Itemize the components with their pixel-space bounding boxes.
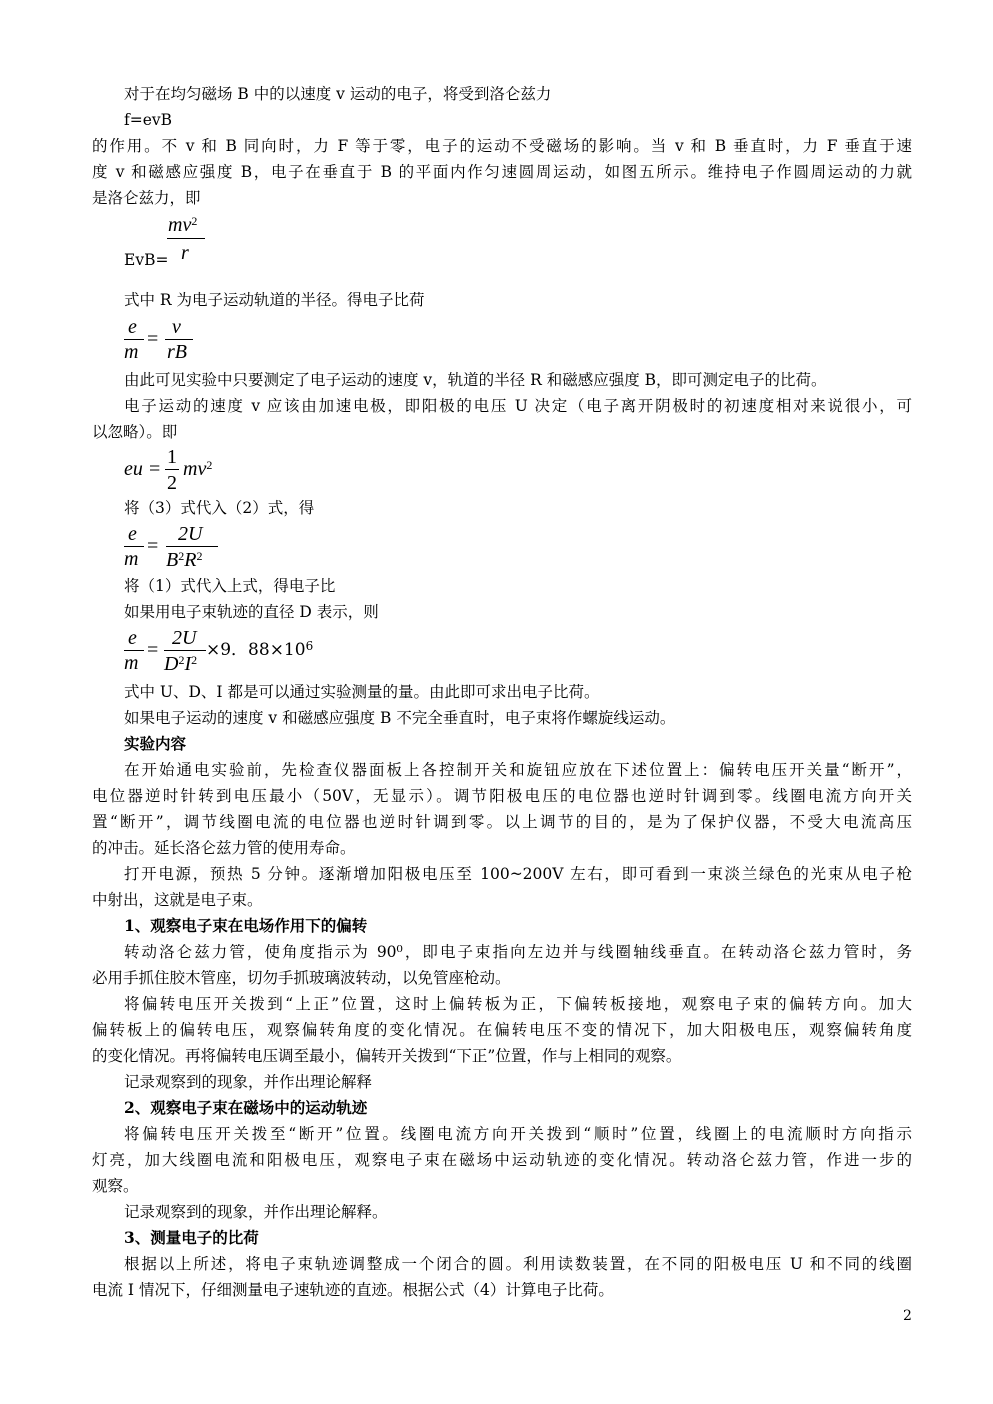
- paragraph-text: 将（3）式代入（2）式，得: [124, 499, 315, 517]
- page-number: 2: [903, 1308, 912, 1324]
- paragraph-text: 的变化情况。再将偏转电压调至最小，偏转开关拨到“下正”位置，作与上相同的观察。: [92, 1047, 682, 1065]
- formula-denominator: r: [181, 242, 189, 264]
- paragraph-text: 记录观察到的现象，并作出理论解释: [124, 1073, 373, 1091]
- paragraph-text: 记录观察到的现象，并作出理论解释。: [124, 1203, 388, 1221]
- fraction-bar: [165, 469, 179, 470]
- paragraph-text: 必用手抓住胶木管座，切勿手抓玻璃波转动，以免管座枪动。: [92, 969, 511, 987]
- fraction-bar: [124, 650, 144, 651]
- fraction-bar: [165, 339, 193, 340]
- equals-sign: =: [147, 328, 159, 350]
- section-heading: 2、观察电子束在磁场中的运动轨迹: [124, 1098, 368, 1117]
- paragraph-text: 电子运动的速度 v 应该由加速电极，即阳极的电压 U 决定（电子离开阴极时的初速度相对来说很小，可: [124, 397, 912, 415]
- paragraph-text: 置“断开”，调节线圈电流的电位器也逆时针调到零。以上调节的目的，是为了保护仪器，不受大电流高压: [92, 813, 912, 831]
- formula-numerator: e: [128, 523, 137, 545]
- fraction-bar: [166, 546, 218, 547]
- paragraph-text: 度 v 和磁感应强度 B，电子在垂直于 B 的平面内作匀速圆周运动，如图五所示。维持电子作圆周运动的力就: [92, 163, 912, 181]
- formula-denominator: m: [124, 548, 139, 570]
- paragraph-text: 观察。: [92, 1177, 139, 1195]
- paragraph-text: 电流 I 情况下，仔细测量电子速轨迹的直迹。根据公式（4）计算电子比荷。: [92, 1281, 614, 1299]
- formula-numerator: 1: [167, 446, 177, 468]
- paragraph-text: 以忽略）。即: [92, 423, 178, 441]
- section-heading: 3、测量电子的比荷: [124, 1228, 259, 1247]
- paragraph-text: 灯亮，加大线圈电流和阳极电压，观察电子束在磁场中运动轨迹的变化情况。转动洛仑兹力管，作进一步的: [92, 1151, 912, 1169]
- paragraph-text: 根据以上所述，将电子束轨迹调整成一个闭合的圆。利用读数装置，在不同的阳极电压 U 和不同的线圈: [124, 1255, 912, 1273]
- formula-denominator: m: [124, 652, 139, 674]
- formula-numerator: e: [128, 627, 137, 649]
- paragraph-text: 由此可见实验中只要测定了电子运动的速度 v，轨道的半径 R 和磁感应强度 B，即可测定电子的比荷。: [124, 371, 827, 389]
- formula-rhs: $mv^2$: [183, 458, 213, 480]
- formula-denominator: rB: [167, 341, 187, 363]
- paragraph-text: 打开电源，预热 5 分钟。逐渐增加阳极电压至 100~200V 左右，即可看到一束淡兰绿色的光束从电子枪: [124, 865, 912, 883]
- paragraph-text: 转动洛仑兹力管，使角度指示为 90⁰，即电子束指向左边并与线圈轴线垂直。在转动洛仑兹力管时，务: [124, 943, 912, 961]
- paragraph-text: 的作用。不 v 和 B 同向时，力 F 等于零，电子的运动不受磁场的影响。当 v 和 B 垂直时，力 F 垂直于速: [92, 137, 912, 155]
- paragraph-text: 的冲击。延长洛仑兹力管的使用寿命。: [92, 839, 356, 857]
- paragraph-text: 式中 R 为电子运动轨道的半径。得电子比荷: [124, 291, 425, 309]
- paragraph-text: 中射出，这就是电子束。: [92, 891, 263, 909]
- fraction-bar: [167, 238, 205, 239]
- paragraph-text: 如果电子运动的速度 v 和磁感应强度 B 不完全垂直时，电子束将作螺旋线运动。: [124, 709, 676, 727]
- paragraph-text: 对于在均匀磁场 B 中的以速度 v 运动的电子，将受到洛仑兹力: [124, 85, 552, 103]
- formula-lhs: EvB=: [124, 251, 169, 269]
- fraction-bar: [164, 650, 206, 651]
- equals-sign: =: [149, 458, 161, 480]
- formula-denominator: $B^2R^2$: [166, 549, 203, 571]
- paragraph-text: 式中 U、D、I 都是可以通过实验测量的量。由此即可求出电子比荷。: [124, 683, 600, 701]
- formula-lhs: eu: [124, 458, 143, 480]
- paragraph-text: 如果用电子束轨迹的直径 D 表示，则: [124, 603, 379, 621]
- equals-sign: =: [147, 535, 159, 557]
- section-heading: 1、观察电子束在电场作用下的偏转: [124, 916, 368, 935]
- formula-multiplier: ×9．$88\times 10^6$: [206, 639, 314, 660]
- formula-text: f=evB: [124, 111, 173, 129]
- paragraph-text: 将偏转电压开关拨到“上正”位置，这时上偏转板为正，下偏转板接地，观察电子束的偏转方向。加大: [124, 995, 912, 1013]
- section-heading: 实验内容: [124, 734, 187, 753]
- formula-numerator: 2U: [178, 523, 203, 545]
- formula-denominator: m: [124, 341, 139, 363]
- paragraph-text: 电位器逆时针转到电压最小（50V，无显示）。调节阳极电压的电位器也逆时针调到零。线圈电流方向开关: [92, 787, 912, 805]
- fraction-bar: [124, 546, 144, 547]
- formula-denominator: 2: [167, 472, 177, 494]
- paragraph-text: 在开始通电实验前，先检查仪器面板上各控制开关和旋钮应放在下述位置上：偏转电压开关量“断开”，: [124, 761, 912, 779]
- equals-sign: =: [147, 639, 159, 661]
- formula-numerator: v: [172, 316, 181, 338]
- formula-numerator: 2U: [172, 627, 197, 649]
- formula-numerator: e: [128, 316, 137, 338]
- fraction-bar: [124, 339, 144, 340]
- paragraph-text: 是洛仑兹力，即: [92, 189, 201, 207]
- paragraph-text: 将（1）式代入上式，得电子比: [124, 577, 336, 595]
- formula-numerator: $mv^2$: [168, 214, 198, 236]
- paragraph-text: 偏转板上的偏转电压，观察偏转角度的变化情况。在偏转电压不变的情况下，加大阳极电压，观察偏转角度: [92, 1021, 912, 1039]
- paragraph-text: 将偏转电压开关拨至“断开”位置。线圈电流方向开关拨到“顺时”位置，线圈上的电流顺时方向指示: [124, 1125, 912, 1143]
- formula-denominator: $D^2I^2$: [164, 653, 198, 675]
